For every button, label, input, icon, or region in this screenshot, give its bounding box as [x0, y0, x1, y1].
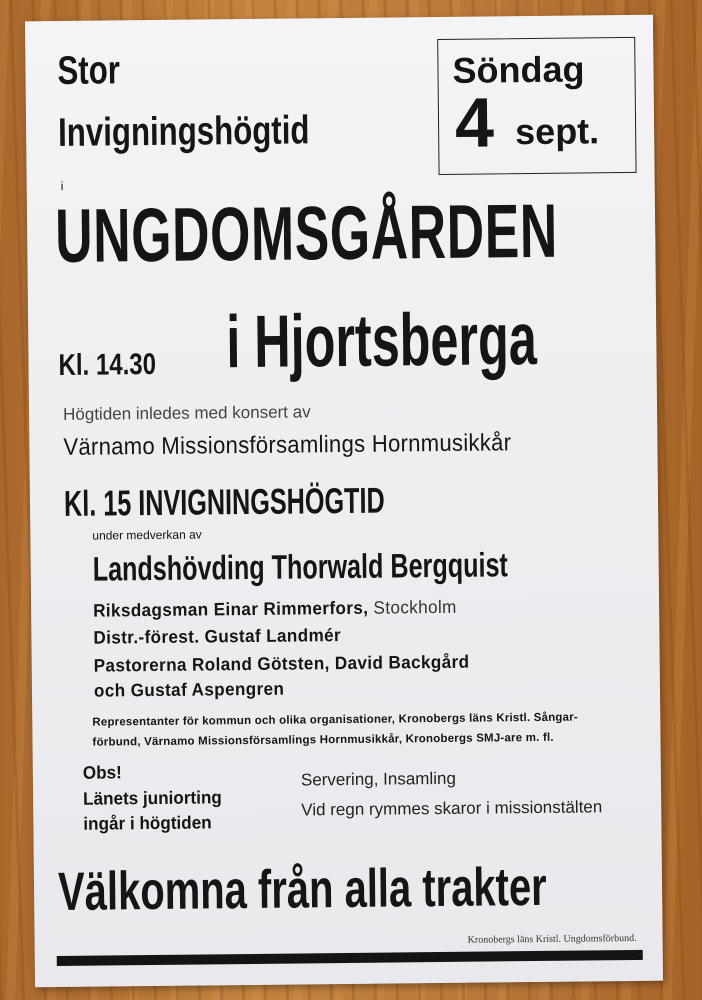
time-first: Kl. 14.30 [58, 347, 157, 382]
header-invigningshogtid: Invigningshögtid [57, 108, 310, 155]
welcome-text: Välkomna från alla trakter [57, 856, 547, 923]
date-weekday: Söndag [452, 48, 585, 91]
guest-rimmerfors-name: Riksdagsman Einar Rimmerfors, [93, 597, 369, 621]
service-info: Servering, Insamling [300, 768, 456, 790]
rain-info: Vid regn rymmes skaror i missionstälten [301, 797, 603, 820]
header-i: i [60, 178, 64, 193]
obs-heading: Obs! [82, 762, 122, 783]
organizer-text: Kronobergs läns Kristl. Ungdomsförbund. [467, 932, 637, 946]
guest-pastorerna: Pastorerna Roland Götsten, David Backgård [93, 651, 470, 676]
representatives-line-2: förbund, Värnamo Missionsförsamlings Hornmusikkår, Kronobergs SMJ-are m. fl. [92, 731, 554, 749]
guest-landmer: Distr.-förest. Gustaf Landmér [93, 625, 342, 648]
time-second: Kl. 15 INVIGNINGSHÖGTID [63, 479, 385, 524]
date-month: sept. [514, 110, 600, 153]
band-name: Värnamo Missionsförsamlings Hornmusikkår [63, 429, 512, 461]
header-stor: Stor [57, 48, 121, 93]
representatives-line-1: Representanter för kommun och olika organisationer, Kronobergs läns Kristl. Sångar- [92, 711, 578, 729]
poster-sheet [25, 15, 663, 988]
obs-hogtiden: ingår i högtiden [83, 812, 212, 834]
title-hjortsberga: i Hjortsberga [225, 296, 538, 384]
date-day: 4 [454, 83, 495, 162]
guest-aspengren: och Gustaf Aspengren [93, 678, 285, 701]
obs-juniorting: Länets juniorting [82, 787, 222, 809]
intro-text: Högtiden inledes med konsert av [62, 402, 311, 424]
under-medverkan: under medverkan av [92, 527, 202, 543]
title-ungdomsgarden: UNGDOMSGÅRDEN [54, 188, 559, 280]
bottom-rule [57, 950, 643, 966]
guest-rimmerfors-place: Stockholm [373, 596, 457, 618]
guest-rimmerfors [93, 597, 476, 622]
main-guest: Landshövding Thorwald Bergquist [92, 546, 509, 589]
date-box [437, 37, 636, 175]
